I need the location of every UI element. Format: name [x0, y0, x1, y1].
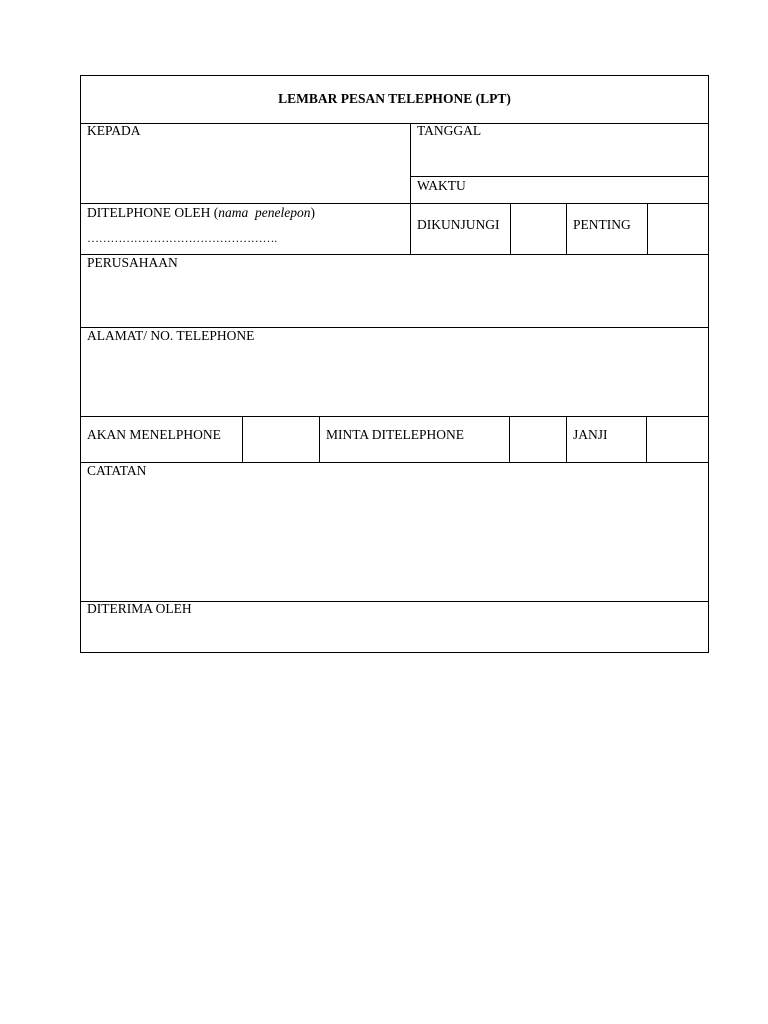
row-divider-alamat	[80, 416, 709, 417]
penting-checkbox[interactable]	[648, 204, 708, 254]
ditelphone-oleh-hint: nama penelepon	[218, 205, 311, 220]
dikunjungi-checkbox[interactable]	[511, 204, 566, 254]
col-divider-akan-box-right	[319, 416, 320, 462]
diterima-oleh-field[interactable]	[81, 619, 708, 652]
ditelphone-oleh-hint-close: )	[310, 205, 315, 220]
akan-menelphone-checkbox[interactable]	[243, 417, 319, 462]
form-border-top	[80, 75, 709, 76]
kepada-field[interactable]	[81, 140, 410, 203]
waktu-label: WAKTU	[417, 178, 466, 193]
janji-label: JANJI	[573, 427, 608, 442]
waktu-field[interactable]	[470, 177, 708, 203]
row-divider-kepada	[80, 203, 709, 204]
diterima-oleh-label: DITERIMA OLEH	[87, 601, 192, 616]
penting-label: PENTING	[573, 217, 631, 232]
phone-message-form	[80, 75, 709, 653]
form-border-bottom	[80, 652, 709, 653]
ditelphone-oleh-hint-open: (	[213, 205, 219, 220]
dikunjungi-label: DIKUNJUNGI	[417, 217, 500, 232]
ditelphone-oleh-label-text: DITELPHONE OLEH	[87, 205, 211, 220]
tanggal-label: TANGGAL	[417, 123, 482, 138]
form-title: LEMBAR PESAN TELEPHONE (LPT)	[278, 91, 511, 106]
tanggal-field[interactable]	[411, 140, 708, 176]
alamat-field[interactable]	[81, 345, 708, 416]
minta-ditelephone-label: MINTA DITELEPHONE	[326, 427, 465, 442]
catatan-field[interactable]	[81, 480, 708, 601]
perusahaan-field[interactable]	[81, 272, 708, 327]
row-divider-title	[80, 123, 709, 124]
col-divider-minta-box-right	[566, 416, 567, 462]
alamat-label: ALAMAT/ NO. TELEPHONE	[87, 328, 255, 343]
form-border-right	[708, 75, 709, 653]
akan-menelphone-label: AKAN MENELPHONE	[87, 427, 221, 442]
col-divider-dikunjungi-box-right	[566, 203, 567, 254]
ditelphone-oleh-label	[87, 205, 315, 221]
perusahaan-label: PERUSAHAAN	[87, 255, 178, 270]
catatan-label: CATATAN	[87, 463, 147, 478]
row-divider-options	[80, 462, 709, 463]
kepada-label: KEPADA	[87, 123, 141, 138]
ditelphone-oleh-dotted-line[interactable]: ………………………………………….	[87, 231, 277, 245]
janji-checkbox[interactable]	[647, 417, 708, 462]
minta-ditelephone-checkbox[interactable]	[510, 417, 566, 462]
